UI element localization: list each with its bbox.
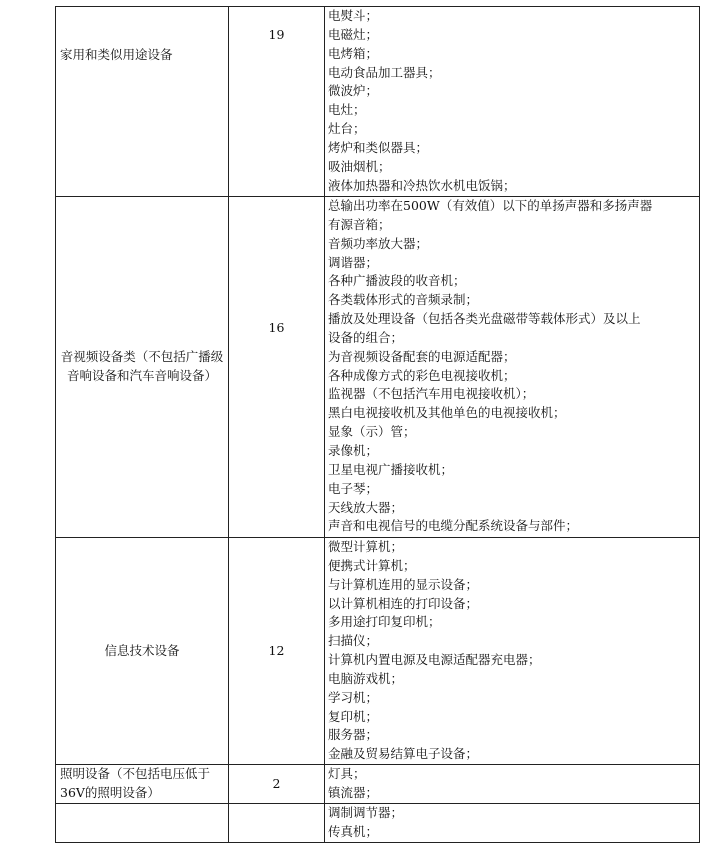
list-item: 调制调节器； xyxy=(328,804,404,820)
list-item: 设备的组合； xyxy=(328,329,404,345)
category-cell xyxy=(56,803,229,842)
list-item: 烤炉和类似器具； xyxy=(328,139,429,155)
list-item: 电烤箱； xyxy=(328,45,379,61)
list-item: 微波炉； xyxy=(328,83,379,99)
list-item: 各类载体形式的音频录制； xyxy=(328,292,479,308)
list-item: 声音和电视信号的电缆分配系统设备与部件； xyxy=(328,518,579,534)
list-item: 天线放大器； xyxy=(328,499,404,515)
count-cell xyxy=(229,803,325,842)
table-row xyxy=(56,7,700,197)
category-cell xyxy=(56,7,229,197)
count-cell xyxy=(229,7,325,197)
table-row xyxy=(56,803,700,842)
list-item: 电熨斗； xyxy=(328,8,379,23)
list-item: 卫星电视广播接收机； xyxy=(328,461,454,477)
list-item: 与计算机连用的显示设备； xyxy=(328,576,479,592)
items-cell xyxy=(325,7,700,197)
list-item: 电脑游戏机； xyxy=(328,670,404,686)
list-item: 传真机； xyxy=(328,823,379,839)
category-label: 照明设备（不包括电压低于36V的照明设备） xyxy=(60,766,211,800)
list-item: 各种成像方式的彩色电视接收机； xyxy=(328,367,516,383)
list-item: 录像机； xyxy=(328,442,379,458)
list-item: 液体加热器和冷热饮水机电饭锅； xyxy=(328,177,516,193)
list-item: 便携式计算机； xyxy=(328,557,416,573)
list-item: 各种广播波段的收音机； xyxy=(328,273,466,289)
list-item: 有源音箱； xyxy=(328,216,391,232)
list-item: 多用途打印复印机； xyxy=(328,614,441,630)
count-value: 2 xyxy=(272,775,281,791)
product-catalog-table xyxy=(55,6,700,843)
table-row xyxy=(56,765,700,804)
list-item: 镇流器； xyxy=(328,784,379,800)
items-cell xyxy=(325,538,700,765)
list-item: 总输出功率在500W（有效值）以下的单扬声器和多扬声器 xyxy=(328,198,653,213)
list-item: 微型计算机； xyxy=(328,539,404,554)
table-row xyxy=(56,538,700,765)
items-cell xyxy=(325,803,700,842)
list-item: 灯具； xyxy=(328,766,366,782)
list-item: 复印机； xyxy=(328,708,379,724)
list-item: 监视器（不包括汽车用电视接收机）； xyxy=(328,386,535,402)
list-item: 灶台； xyxy=(328,121,366,137)
list-item: 调谐器； xyxy=(328,254,379,270)
list-item: 电磁灶； xyxy=(328,26,379,42)
category-cell xyxy=(56,765,229,804)
table-row xyxy=(56,197,700,538)
list-item: 播放及处理设备（包括各类光盘磁带等载体形式）及以上 xyxy=(328,311,641,327)
list-item: 黑白电视接收机及其他单色的电视接收机； xyxy=(328,405,566,421)
category-label: 家用和类似用途设备 xyxy=(60,47,173,62)
list-item: 为音视频设备配套的电源适配器； xyxy=(328,348,516,364)
category-label: 信息技术设备 xyxy=(104,642,180,658)
list-item: 显象（示）管； xyxy=(328,424,416,440)
list-item: 计算机内置电源及电源适配器充电器； xyxy=(328,652,541,668)
category-cell xyxy=(56,197,229,538)
list-item: 学习机； xyxy=(328,689,379,705)
list-item: 以计算机相连的打印设备； xyxy=(328,595,479,611)
count-cell xyxy=(229,197,325,538)
list-item: 服务器； xyxy=(328,727,379,743)
list-item: 电子琴； xyxy=(328,480,379,496)
count-cell xyxy=(229,538,325,765)
list-item: 电动食品加工器具； xyxy=(328,64,441,80)
list-item: 金融及贸易结算电子设备； xyxy=(328,746,479,762)
count-value: 19 xyxy=(268,27,285,42)
list-item: 音频功率放大器； xyxy=(328,235,429,251)
category-cell xyxy=(56,538,229,765)
items-cell xyxy=(325,765,700,804)
count-value: 12 xyxy=(268,642,285,658)
items-cell xyxy=(325,197,700,538)
count-cell xyxy=(229,765,325,804)
list-item: 吸油烟机； xyxy=(328,158,391,174)
category-label: 音视频设备类（不包括广播级音响设备和汽车音响设备） xyxy=(60,349,224,383)
list-item: 扫描仪； xyxy=(328,633,379,649)
count-value: 16 xyxy=(268,320,285,335)
list-item: 电灶； xyxy=(328,102,366,118)
